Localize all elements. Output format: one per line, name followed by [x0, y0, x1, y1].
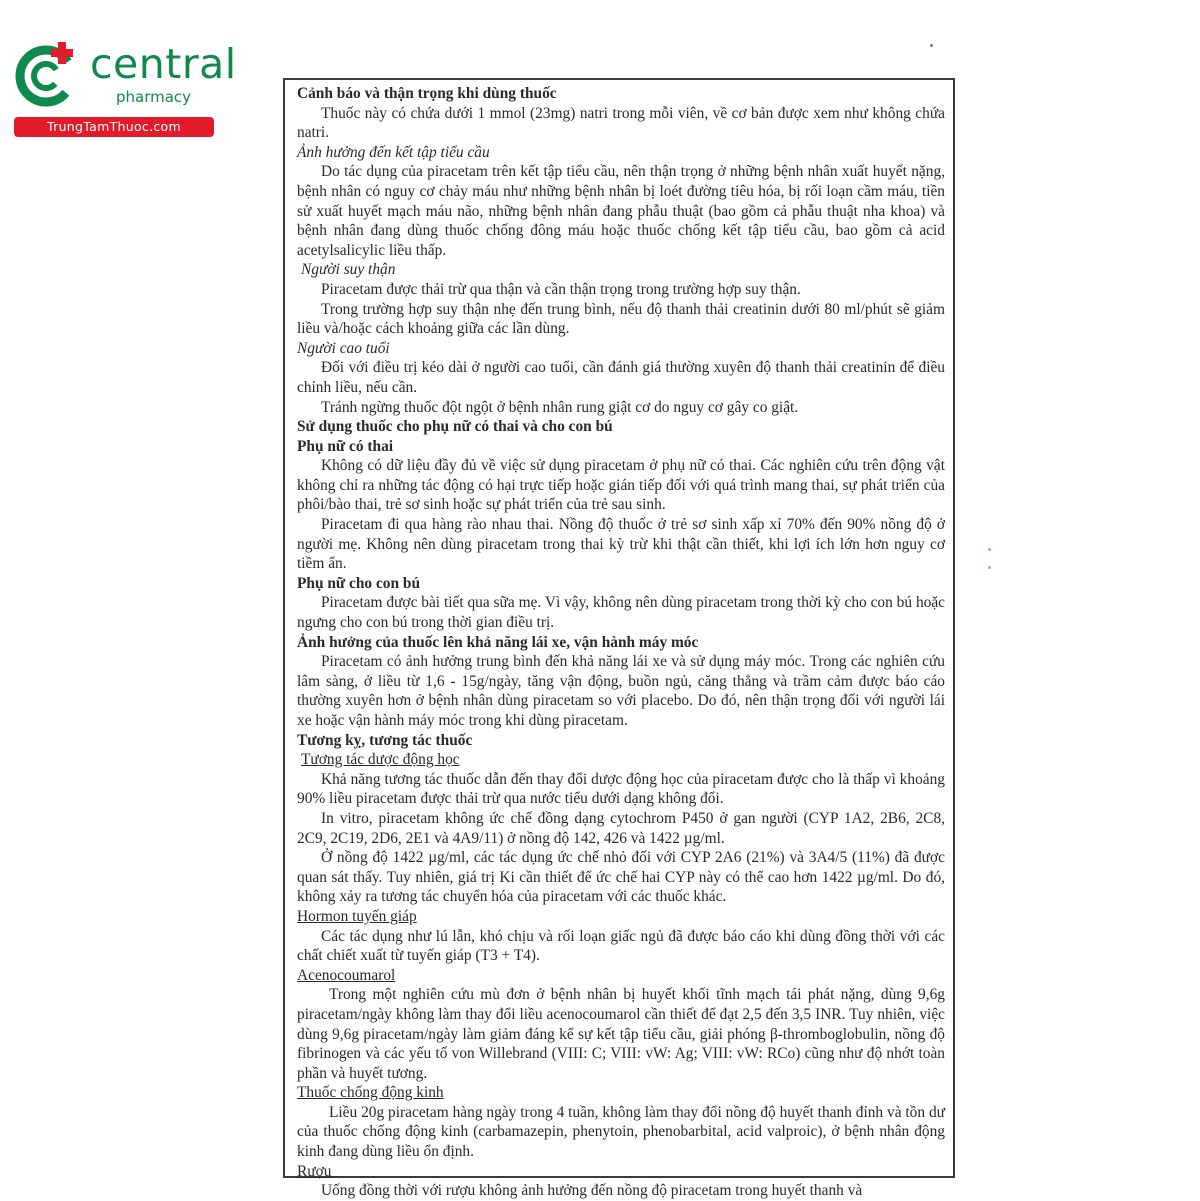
section-heading: Phụ nữ có thai — [297, 437, 394, 455]
subsection-heading: Rượu — [297, 1162, 332, 1180]
document-body — [297, 84, 945, 1201]
subsection-heading: Người suy thận — [301, 261, 396, 279]
subsection-heading: Ảnh hưởng đến kết tập tiểu cầu — [297, 143, 490, 161]
section-heading: Ảnh hưởng của thuốc lên khả năng lái xe, vận hành máy móc — [297, 633, 699, 651]
paragraph: Các tác dụng như lú lẫn, khó chịu và rối loạn giấc ngủ đã được báo cáo khi dùng đồng thời với các chất chiết xuất từ tuyến giáp (T3 + T4). — [297, 927, 945, 965]
scan-speck — [988, 548, 991, 551]
section-heading: Cảnh báo và thận trọng khi dùng thuốc — [297, 85, 557, 102]
section-heading: Sử dụng thuốc cho phụ nữ có thai và cho con bú — [297, 418, 613, 436]
paragraph: Trong trường hợp suy thận nhẹ đến trung bình, nếu độ thanh thải creatinin dưới 80 ml/phút sẽ giảm liều và/hoặc cách khoảng giữa các lần dùng. — [297, 300, 945, 338]
paragraph: Liều 20g piracetam hàng ngày trong 4 tuần, không làm thay đổi nồng độ huyết thanh đỉnh và tồn dư của thuốc chống động kinh (carbamazepin, phenytoin, phenobarbital, acid valproic), ở bệnh nhân động kinh đang dùng liều ổn định. — [297, 1103, 945, 1161]
scan-speck — [988, 566, 991, 569]
paragraph: Khả năng tương tác thuốc dẫn đến thay đổi dược động học của piracetam được cho là thấp vì khoảng 90% liều piracetam được thải trừ qua nước tiểu dưới dạng không đổi. — [297, 770, 945, 808]
paragraph: Piracetam được thải trừ qua thận và cần thận trọng trong trường hợp suy thận. — [321, 280, 801, 298]
paragraph: Tránh ngừng thuốc đột ngột ở bệnh nhân rung giật cơ do nguy cơ gây co giật. — [321, 398, 799, 416]
paragraph: Thuốc này có chứa dưới 1 mmol (23mg) natri trong mỗi viên, về cơ bản được xem như không chứa natri. — [297, 104, 945, 142]
subsection-heading: Tương tác dược động học — [301, 751, 460, 769]
paragraph: In vitro, piracetam không ức chế đồng dạng cytochrom P450 ở gan người (CYP 1A2, 2B6, 2C8, 2C9, 2C19, 2D6, 2E1 và 4A9/11) ở nồng độ 142, 426 và 1422 µg/ml. — [297, 809, 945, 847]
central-pharmacy-logo-icon — [12, 38, 82, 108]
paragraph: Piracetam đi qua hàng rào nhau thai. Nồng độ thuốc ở trẻ sơ sinh xấp xỉ 70% đến 90% nồng độ ở người mẹ. Không nên dùng piracetam trong thai kỳ trừ khi thật cần thiết, khi lợi ích lớn hơn nguy cơ tiềm ẩn. — [297, 516, 945, 573]
section-heading: Tương kỵ, tương tác thuốc — [297, 731, 473, 749]
brand-sub: pharmacy — [116, 88, 192, 106]
subsection-heading: Thuốc chống động kinh — [297, 1084, 444, 1102]
subsection-heading: Acenocoumarol — [297, 966, 396, 984]
paragraph: Uống đồng thời với rượu không ảnh hưởng đến nồng độ piracetam trong huyết thanh và — [321, 1182, 863, 1200]
paragraph: Đối với điều trị kéo dài ở người cao tuổi, cần đánh giá thường xuyên độ thanh thải creatinin để điều chỉnh liều, nếu cần. — [297, 359, 945, 396]
document-page — [283, 78, 955, 1200]
paragraph: Piracetam được bài tiết qua sữa mẹ. Vì vậy, không nên dùng piracetam trong thời kỳ cho con bú hoặc ngưng cho con bú trong thời gian điều trị. — [297, 594, 945, 632]
subsection-heading: Hormon tuyến giáp — [297, 907, 417, 925]
paragraph: Không có dữ liệu đầy đủ về việc sử dụng piracetam ở phụ nữ có thai. Các nghiên cứu trên động vật không chỉ ra những tác động có hại trực tiếp hoặc gián tiếp đối với quá trình mang thai, sự phát triển của phôi/bào thai, trẻ sơ sinh hoặc sự phát triển của trẻ sau sinh. — [297, 457, 945, 514]
paragraph: Do tác dụng của piracetam trên kết tập tiểu cầu, nên thận trọng ở những bệnh nhân xuất huyết nặng, bệnh nhân có nguy cơ chảy máu như những bệnh nhân bị loét đường tiêu hóa, bị rối loạn cầm máu, tiền sử xuất huyết mạch máu não, những bệnh nhân đang phẫu thuật (bao gồm cả phẫu thuật nha khoa) và bệnh nhân đang dùng thuốc chống đông máu hoặc thuốc chống kết tập tiểu cầu, bao gồm cả acid acetylsalicylic liều thấp. — [297, 163, 945, 259]
paragraph: Trong một nghiên cứu mù đơn ở bệnh nhân bị huyết khối tĩnh mạch tái phát nặng, dùng 9,6g piracetam/ngày không làm thay đổi liều acenocoumarol cần thiết để đạt 2,5 đến 3,5 INR. Tuy nhiên, việc dùng 9,6g piracetam/ngày làm giảm đáng kể sự kết tập tiểu cầu, giải phóng β-thromboglobulin, nồng độ fibrinogen và các yếu tố von Willebrand (VIII: C; VIII: vW: Ag; VIII: vW: RCo) cũng như độ nhớt toàn phần và huyết tương. — [297, 986, 945, 1082]
brand-name: central — [90, 40, 237, 88]
scan-speck — [930, 44, 933, 47]
paragraph: Piracetam có ảnh hưởng trung bình đến khả năng lái xe và sử dụng máy móc. Trong các nghiên cứu lâm sàng, ở liều từ 1,6 - 15g/ngày, tăng vận động, buồn ngủ, căng thẳng và trầm cảm được báo cáo thường xuyên hơn ở bệnh nhân dùng piracetam so với placebo. Do đó, nên thận trọng đối với người lái xe hoặc vận hành máy móc trong khi dùng piracetam. — [297, 653, 945, 729]
pharmacy-logo — [8, 38, 237, 138]
brand-url: TrungTamThuoc.com — [14, 117, 214, 137]
paragraph: Ở nồng độ 1422 µg/ml, các tác dụng ức chế nhỏ đối với CYP 2A6 (21%) và 3A4/5 (11%) đã được quan sát thấy. Tuy nhiên, giá trị Ki cần thiết để ức chế hai CYP này có thể cao hơn 1422 µg/ml. Do đó, không xảy ra tương tác chuyển hóa của piracetam với các thuốc khác. — [297, 849, 945, 906]
section-heading: Phụ nữ cho con bú — [297, 574, 420, 592]
subsection-heading: Người cao tuổi — [297, 339, 390, 357]
